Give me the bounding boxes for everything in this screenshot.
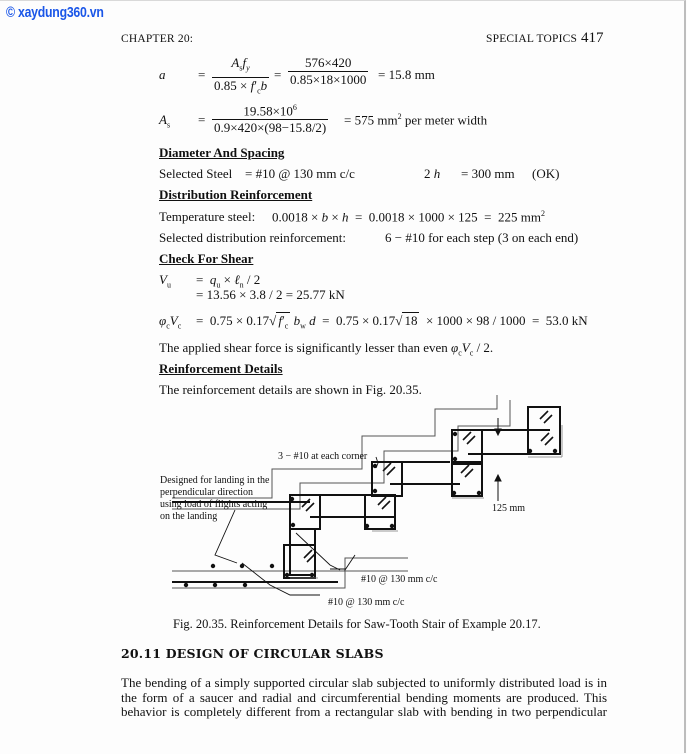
selected-steel-value: = #10 @ 130 mm c/c [245, 166, 355, 181]
label-landing-line-3: using load of flights acting [160, 499, 268, 510]
vu-line-1: = $q_u$ × ℓ$_n$ / 2 [196, 272, 261, 290]
selected-steel-label: Selected Steel [159, 166, 233, 181]
label-landing-line-2: perpendicular direction [160, 487, 254, 498]
figure-caption: Fig. 20.35. Reinforcement Details for Saw-Tooth Stair of Example 20.17. [173, 617, 541, 631]
eq-as-lhs: $A_s$ [159, 112, 171, 130]
heading-check-for-shear: Check For Shear [159, 251, 254, 266]
selected-distribution-value: 6 − #10 for each step (3 on each end) [385, 230, 579, 245]
eq-as-fraction: $\frac{19.58\times 10^6}{0.9\times 420\times(98-15.8/2)}$ [214, 103, 327, 136]
paragraph-line: The bending of a simply supported circular slab subjected to uniformly distributed load is in [121, 675, 607, 690]
check-2h-lhs: 2 h [424, 166, 441, 181]
check-2h-status: (OK) [532, 166, 560, 181]
selected-distribution-label: Selected distribution reinforcement: [159, 230, 346, 245]
watermark-logo: © xaydung360.vn [6, 4, 104, 21]
paragraph-line: behavior is completely different from a rectangular slab with bending in two perpendicular [121, 704, 607, 719]
label-stair-bars: #10 @ 130 mm c/c [361, 574, 438, 585]
temperature-steel-label: Temperature steel: [159, 209, 256, 224]
vu-lhs: $V_u$ [159, 272, 171, 290]
label-corner-bars: 3 − #10 at each corner [278, 451, 368, 462]
temperature-steel-formula: 0.0018 × b × h = 0.0018 × 1000 × 125 = 225 $mm^2$ [272, 209, 545, 225]
reinforcement-details-text: The reinforcement details are shown in Fig. 20.35. [159, 382, 422, 397]
running-header-chapter: CHAPTER 20: [121, 33, 194, 45]
section-title-circular-slabs: 20.11 DESIGN OF CIRCULAR SLABS [121, 646, 384, 661]
paragraph-line: the form of a saucer and radial and circumferential bending moments are produced. This [121, 689, 607, 705]
vu-line-2: = 13.56 × 3.8 / 2 = 25.77 kN [196, 287, 345, 302]
check-2h-value: = 300 mm [461, 166, 515, 181]
eq-a-fraction-numeric: $\frac{576\times 420}{0.85\times 18\times 1000}$ [290, 55, 367, 87]
label-landing-line-4: on the landing [160, 511, 218, 522]
section-paragraph [121, 676, 607, 720]
heading-reinforcement-details: Reinforcement Details [159, 361, 283, 376]
eq-a-equals-2: = [274, 67, 282, 82]
phivc-formula: = 0.75 × 0.17√ $f'_c$ $b_w$ d = 0.75 × 0.17√ 18 × 1000 × 98 / 1000 = 53.0 kN [196, 313, 588, 331]
page-number: 417 [581, 30, 604, 46]
eq-a-lhs: a [159, 67, 166, 82]
eq-a-result: = 15.8 mm [378, 67, 435, 82]
phivc-lhs: $\varphi_cV_c$ [159, 313, 182, 331]
eq-as-equals: = [198, 112, 206, 127]
stair-reinforcement-figure [150, 395, 570, 610]
label-landing-line-1: Designed for landing in the [160, 475, 270, 486]
heading-diameter-spacing: Diameter And Spacing [159, 145, 285, 160]
eq-as-result: = 575 $mm^2$ per meter width [344, 112, 488, 128]
label-thickness: 125 mm [492, 503, 526, 514]
label-landing-bars: #10 @ 130 mm c/c [328, 597, 405, 608]
shear-conclusion: The applied shear force is significantly lesser than even $\varphi_cV_c / 2$. [159, 340, 494, 358]
eq-a-equals-1: = [198, 67, 206, 82]
heading-distribution-reinforcement: Distribution Reinforcement [159, 187, 313, 202]
running-header-section: SPECIAL TOPICS [486, 33, 578, 45]
eq-a-fraction-symbolic: $\frac{A_sf_y}{0.85 \times f'_cb}$ [214, 55, 268, 96]
